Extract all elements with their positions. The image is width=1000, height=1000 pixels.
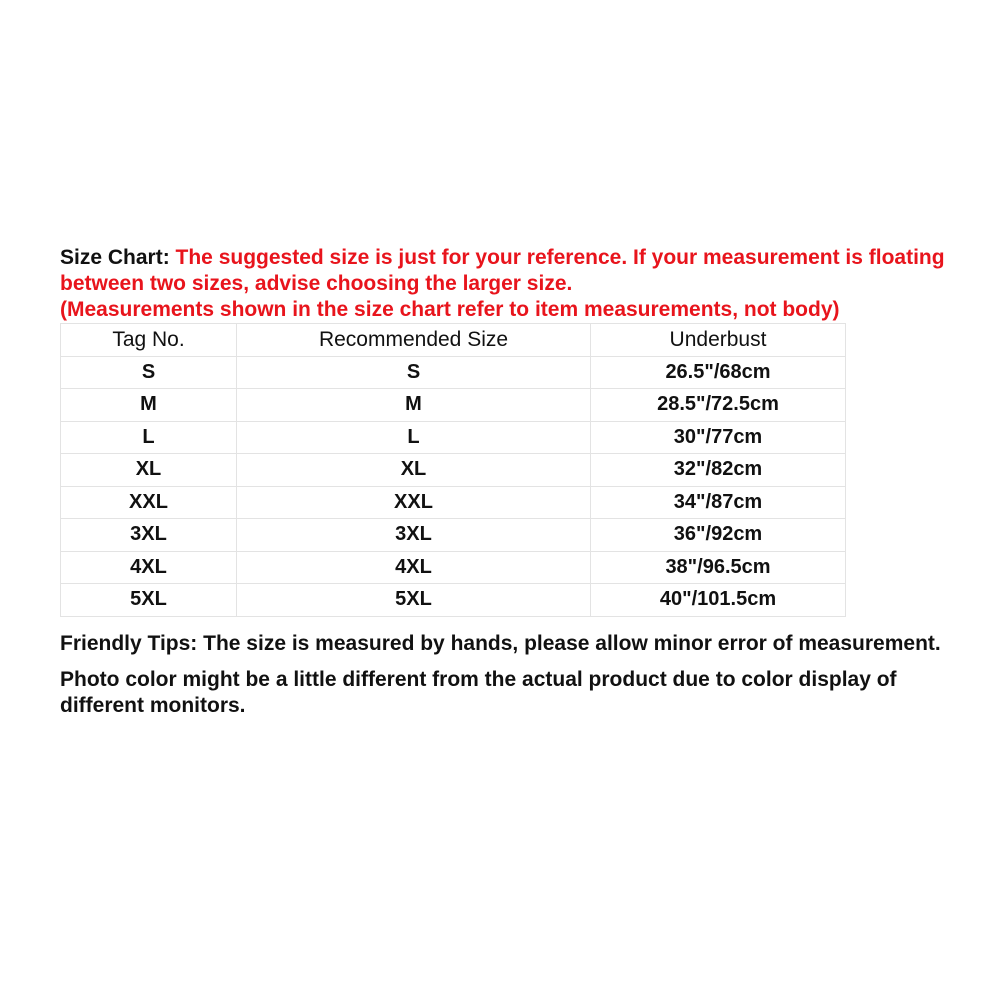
tag-cell: 4XL [61, 551, 237, 584]
tag-cell: 5XL [61, 584, 237, 617]
underbust-cell: 26.5"/68cm [591, 356, 846, 389]
recommended-size-cell: L [237, 421, 591, 454]
table-row [61, 519, 846, 552]
size-chart-intro [60, 245, 960, 323]
tag-cell: L [61, 421, 237, 454]
friendly-tips: Friendly Tips: The size is measured by hands, please allow minor error of measurement. [60, 631, 941, 655]
size-table [60, 323, 846, 617]
underbust-cell: 30"/77cm [591, 421, 846, 454]
recommended-size-cell: 5XL [237, 584, 591, 617]
table-row [61, 584, 846, 617]
size-chart-label: Size Chart: [60, 246, 176, 269]
underbust-cell: 36"/92cm [591, 519, 846, 552]
tag-cell: S [61, 356, 237, 389]
recommended-size-cell: XXL [237, 486, 591, 519]
table-row [61, 356, 846, 389]
size-advice-text: The suggested size is just for your reference. If your measurement is floating between two sizes, advise choosing the larger size. [60, 246, 945, 295]
table-row [61, 454, 846, 487]
table-row [61, 389, 846, 422]
tag-cell: XL [61, 454, 237, 487]
recommended-size-cell: 3XL [237, 519, 591, 552]
recommended-size-cell: S [237, 356, 591, 389]
header-recommended-size: Recommended Size [237, 324, 591, 357]
tag-cell: XXL [61, 486, 237, 519]
underbust-cell: 34"/87cm [591, 486, 846, 519]
tag-cell: M [61, 389, 237, 422]
recommended-size-cell: XL [237, 454, 591, 487]
underbust-cell: 38"/96.5cm [591, 551, 846, 584]
recommended-size-cell: M [237, 389, 591, 422]
table-header-row [61, 324, 846, 357]
table-row [61, 421, 846, 454]
photo-color-note: Photo color might be a little different from the actual product due to color display of different monitors. [60, 667, 897, 717]
table-row [61, 486, 846, 519]
header-tag-no: Tag No. [61, 324, 237, 357]
underbust-cell: 40"/101.5cm [591, 584, 846, 617]
recommended-size-cell: 4XL [237, 551, 591, 584]
measurement-note: (Measurements shown in the size chart refer to item measurements, not body) [60, 298, 840, 321]
size-chart-document [60, 245, 960, 719]
tag-cell: 3XL [61, 519, 237, 552]
underbust-cell: 28.5"/72.5cm [591, 389, 846, 422]
table-row [61, 551, 846, 584]
header-underbust: Underbust [591, 324, 846, 357]
underbust-cell: 32"/82cm [591, 454, 846, 487]
